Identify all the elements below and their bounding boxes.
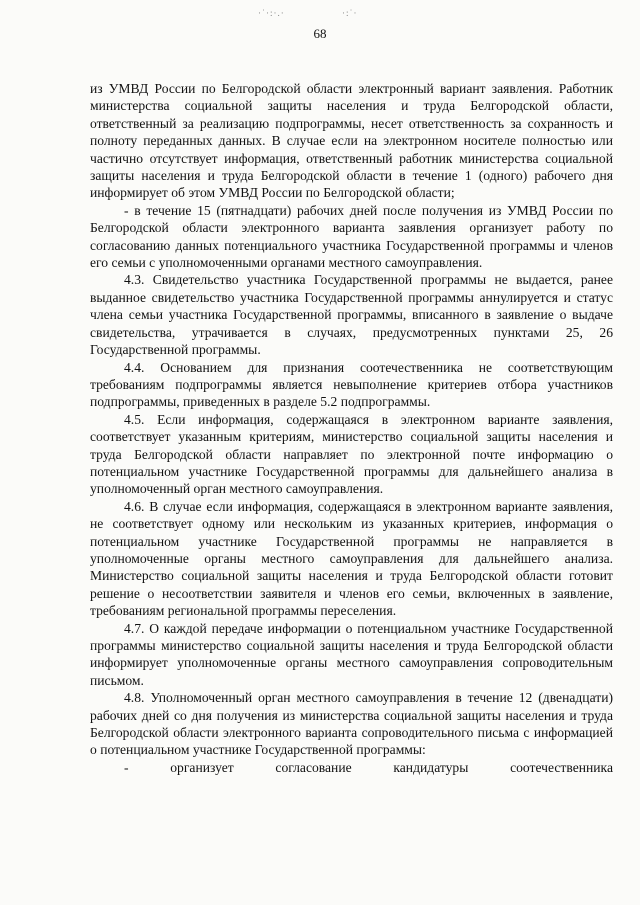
paragraph-4-7: 4.7. О каждой передаче информации о потенциальном участнике Государственной программы министерство социальной защиты населения и труда Белгородской области информирует уполномоченные органы местного самоуправления сопроводительным письмом. — [90, 620, 613, 688]
scan-artifact: ·˙·:·.· — [258, 8, 285, 18]
paragraph-continuation: из УМВД России по Белгородской области электронный вариант заявления. Работник министерства социальной защиты населения и труда Белгородской области, ответственный за реализацию подпрограммы, несет ответственность за сохранность и полноту переданных данных. В случае если на электронном носителе полностью или частично отсутствует информация, ответственный работник министерства социальной защиты населения и труда Белгородской области в течение 1 (одного) рабочего дня информирует об этом УМВД России по Белгородской области; — [90, 81, 613, 201]
scan-artifact: ·:˙· — [342, 8, 358, 18]
paragraph-4-4: 4.4. Основанием для признания соотечественника не соответствующим требованиям подпрограммы является невыполнение критериев отбора участников подпрограммы, приведенных в разделе 5.2 подпрограммы. — [90, 359, 613, 410]
document-body — [90, 80, 613, 776]
paragraph-4-6: 4.6. В случае если информация, содержащаяся в электронном варианте заявления, не соответствует одному или нескольким из указанных критериев, информация о потенциальном участнике Государственной программы не направляется в уполномоченные органы местного самоуправления для дальнейшего анализа. Министерство социальной защиты населения и труда Белгородской области готовит решение о несоответствии заявителя и членов его семьи, включенных в заявление, требованиям региональной программы переселения. — [90, 498, 613, 619]
paragraph-list-item: - организует согласование кандидатуры соотечественника — [124, 759, 613, 775]
page-number: 68 — [313, 26, 327, 41]
paragraph-list-item: - в течение 15 (пятнадцати) рабочих дней после получения из УМВД России по Белгородской области электронного варианта заявления организует работу по согласованию данных потенциального участника Государственной программы и членов его семьи с уполномоченными органами местного самоуправления. — [90, 202, 613, 271]
paragraph-4-8: 4.8. Уполномоченный орган местного самоуправления в течение 12 (двенадцати) рабочих дней со дня получения из министерства социальной защиты населения и труда Белгородской области электронного варианта сопроводительного письма с информацией о потенциальном участнике Государственной программы: — [90, 690, 613, 758]
paragraph-4-5: 4.5. Если информация, содержащаяся в электронном варианте заявления, соответствует указанным критериям, министерство социальной защиты населения и труда Белгородской области направляет по электронной почте информацию о потенциальном участнике Государственной программы для дальнейшего анализа в уполномоченный орган местного самоуправления. — [90, 411, 613, 497]
paragraph-4-3: 4.3. Свидетельство участника Государственной программы не выдается, ранее выданное свидетельство участника Государственной программы аннулируется и статус члена семьи участника Государственной программы, вписанного в заявление о выдаче свидетельства, утрачивается в случаях, предусмотренных пунктами 25, 26 Государственной программы. — [90, 272, 613, 358]
